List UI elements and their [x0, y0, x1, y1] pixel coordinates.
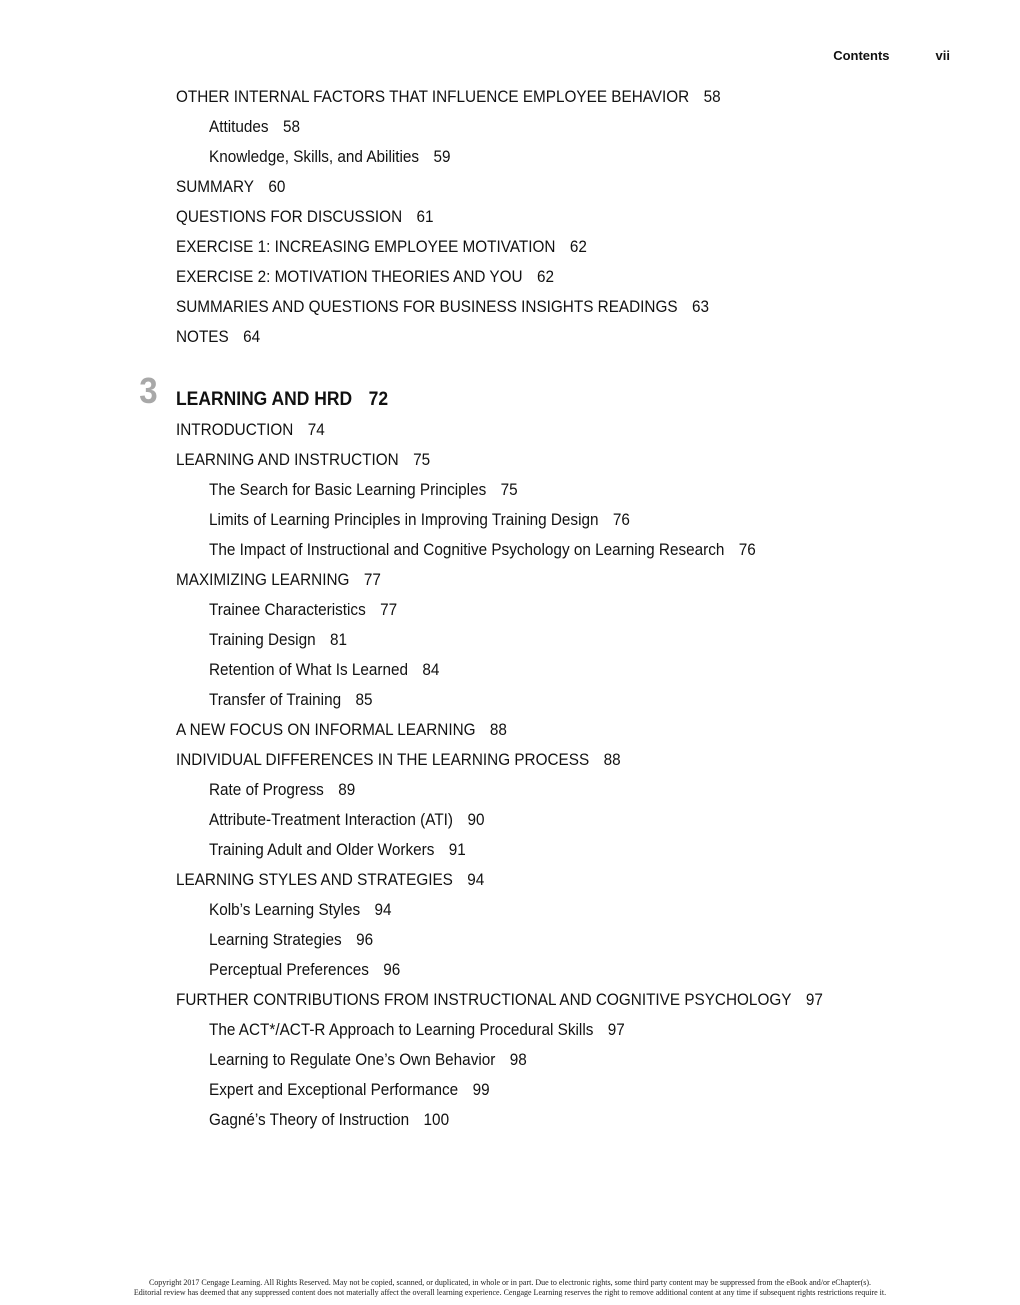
toc-entry-title: Limits of Learning Principles in Improving Training Design — [209, 510, 599, 529]
toc-entry-title: Trainee Characteristics — [209, 600, 366, 619]
toc-entry-page: 91 — [448, 840, 466, 859]
toc-entry-page: 64 — [243, 327, 261, 346]
running-header — [833, 48, 950, 63]
toc-entry-title: OTHER INTERNAL FACTORS THAT INFLUENCE EMPLOYEE BEHAVIOR — [176, 87, 690, 106]
toc-entry[interactable] — [176, 265, 878, 295]
toc-entry-page: 81 — [329, 630, 348, 649]
toc-entry-page: 94 — [467, 870, 485, 889]
toc-entry[interactable] — [209, 808, 881, 838]
toc-entry[interactable] — [209, 688, 881, 718]
toc-entry[interactable] — [209, 598, 881, 628]
toc-entry[interactable] — [176, 868, 878, 898]
toc-entry[interactable] — [209, 778, 881, 808]
toc-entry[interactable] — [209, 508, 881, 538]
toc-entry-page: 100 — [423, 1110, 450, 1129]
toc-entry-page: 94 — [374, 900, 392, 919]
toc-entry[interactable] — [176, 85, 878, 115]
toc-entry-page: 99 — [472, 1080, 490, 1099]
toc-entry-title: MAXIMIZING LEARNING — [176, 570, 350, 589]
toc-entry-page: 61 — [416, 207, 434, 226]
toc-entry[interactable] — [209, 898, 881, 928]
toc-entry[interactable] — [176, 325, 878, 355]
toc-entry-title: NOTES — [176, 327, 229, 346]
toc-entry[interactable] — [209, 838, 881, 868]
toc-entry-page: 84 — [422, 660, 440, 679]
toc-entry-title: Kolb’s Learning Styles — [209, 900, 361, 919]
toc-entry-title: EXERCISE 2: MOTIVATION THEORIES AND YOU — [176, 267, 523, 286]
toc-entry-title: Expert and Exceptional Performance — [209, 1080, 459, 1099]
chapter-page: 72 — [368, 389, 389, 410]
toc-entry-page: 58 — [282, 117, 300, 136]
toc-entry[interactable] — [209, 958, 881, 988]
toc-entry[interactable] — [209, 115, 881, 145]
toc-entry-title: Knowledge, Skills, and Abilities — [209, 147, 420, 166]
toc-entry[interactable] — [209, 628, 881, 658]
toc-entry-page: 90 — [467, 810, 485, 829]
toc-entry[interactable] — [176, 205, 878, 235]
footer-line-1: Copyright 2017 Cengage Learning. All Rights Reserved. May not be copied, scanned, or duplicated, in whole or in part. Due to electronic rights, some third party content may be suppressed from the eBook and/or eChapter(s). — [148, 1278, 872, 1287]
toc-entry-title: Perceptual Preferences — [209, 960, 369, 979]
toc-entry-title: Gagné’s Theory of Instruction — [209, 1110, 410, 1129]
toc-entry[interactable] — [209, 658, 881, 688]
toc-entry-title: Rate of Progress — [209, 780, 324, 799]
toc-entry-page: 77 — [380, 600, 398, 619]
toc-entry-page: 96 — [383, 960, 401, 979]
toc-entry-page: 88 — [489, 720, 507, 739]
header-page-number: vii — [935, 48, 950, 63]
toc-entry-page: 75 — [413, 450, 431, 469]
copyright-footer — [0, 1278, 1020, 1298]
toc-entry-title: The Search for Basic Learning Principles — [209, 480, 487, 499]
toc-entry-title: Training Design — [209, 630, 316, 649]
toc-entry[interactable] — [176, 748, 878, 778]
toc-entry-title: INTRODUCTION — [176, 420, 294, 439]
toc-entry[interactable] — [176, 418, 878, 448]
toc-entry-title: Learning to Regulate One’s Own Behavior — [209, 1050, 496, 1069]
toc-entry[interactable] — [176, 295, 878, 325]
toc-entry-title: The Impact of Instructional and Cognitive Psychology on Learning Research — [209, 540, 725, 559]
toc-entry-title: Transfer of Training — [209, 690, 342, 709]
footer-line-2: Editorial review has deemed that any suppressed content does not materially affect the overall learning experience. Cengage Learning reserves the right to remove additional content at any time if subsequent rights restrictions require it. — [133, 1288, 887, 1297]
chapter-heading[interactable] — [139, 370, 894, 418]
toc-entry-page: 62 — [536, 267, 555, 286]
toc-entry[interactable] — [209, 1078, 881, 1108]
toc-entry-page: 76 — [738, 540, 756, 559]
toc-entry[interactable] — [176, 568, 878, 598]
toc-entry-title: FURTHER CONTRIBUTIONS FROM INSTRUCTIONAL AND COGNITIVE PSYCHOLOGY — [176, 990, 792, 1009]
toc-entry-page: 59 — [433, 147, 451, 166]
toc-entry-title: SUMMARY — [176, 177, 254, 196]
toc-entry-page: 63 — [691, 297, 710, 316]
toc-entry[interactable] — [209, 538, 881, 568]
toc-entry-page: 75 — [500, 480, 518, 499]
toc-entry[interactable] — [209, 928, 881, 958]
toc-entry[interactable] — [176, 718, 878, 748]
toc-entry-title: The ACT*/ACT-R Approach to Learning Procedural Skills — [209, 1020, 594, 1039]
toc-entry-page: 58 — [703, 87, 721, 106]
toc-entry-title: Attribute-Treatment Interaction (ATI) — [209, 810, 454, 829]
toc-entry-page: 74 — [307, 420, 325, 439]
toc-entry-page: 77 — [363, 570, 381, 589]
header-section-title: Contents — [833, 48, 890, 63]
table-of-contents — [139, 85, 956, 1138]
toc-entry[interactable] — [209, 145, 881, 175]
chapter-title: LEARNING AND HRD — [176, 389, 353, 410]
toc-entry-title: LEARNING AND INSTRUCTION — [176, 450, 399, 469]
toc-entry-title: A NEW FOCUS ON INFORMAL LEARNING — [176, 720, 476, 739]
toc-entry-title: Training Adult and Older Workers — [209, 840, 435, 859]
toc-entry-page: 97 — [805, 990, 823, 1009]
toc-entry-page: 98 — [509, 1050, 527, 1069]
toc-entry-page: 97 — [607, 1020, 625, 1039]
toc-entry-page: 62 — [569, 237, 587, 256]
toc-entry[interactable] — [176, 235, 878, 265]
toc-entry-page: 76 — [612, 510, 630, 529]
toc-entry-title: EXERCISE 1: INCREASING EMPLOYEE MOTIVATION — [176, 237, 556, 256]
toc-entry[interactable] — [176, 448, 878, 478]
toc-entry-title: QUESTIONS FOR DISCUSSION — [176, 207, 403, 226]
toc-entry-page: 89 — [338, 780, 356, 799]
toc-entry[interactable] — [209, 1048, 881, 1078]
toc-entry-title: LEARNING STYLES AND STRATEGIES — [176, 870, 453, 889]
toc-entry-page: 85 — [355, 690, 373, 709]
toc-entry[interactable] — [209, 1108, 881, 1138]
toc-entry-page: 60 — [268, 177, 286, 196]
toc-entry-title: SUMMARIES AND QUESTIONS FOR BUSINESS INSIGHTS READINGS — [176, 297, 678, 316]
toc-entry-title: Attitudes — [209, 117, 269, 136]
toc-entries-after — [176, 418, 956, 1138]
toc-entry-page: 96 — [356, 930, 374, 949]
toc-entry[interactable] — [209, 1018, 881, 1048]
toc-entry-title: Learning Strategies — [209, 930, 342, 949]
toc-entry[interactable] — [176, 988, 878, 1018]
toc-entries-before — [176, 85, 956, 355]
toc-entry[interactable] — [209, 478, 881, 508]
toc-entry-title: Retention of What Is Learned — [209, 660, 409, 679]
chapter-number: 3 — [139, 370, 158, 411]
toc-entry-title: INDIVIDUAL DIFFERENCES IN THE LEARNING PROCESS — [176, 750, 590, 769]
toc-entry-page: 88 — [603, 750, 621, 769]
toc-entry[interactable] — [176, 175, 878, 205]
